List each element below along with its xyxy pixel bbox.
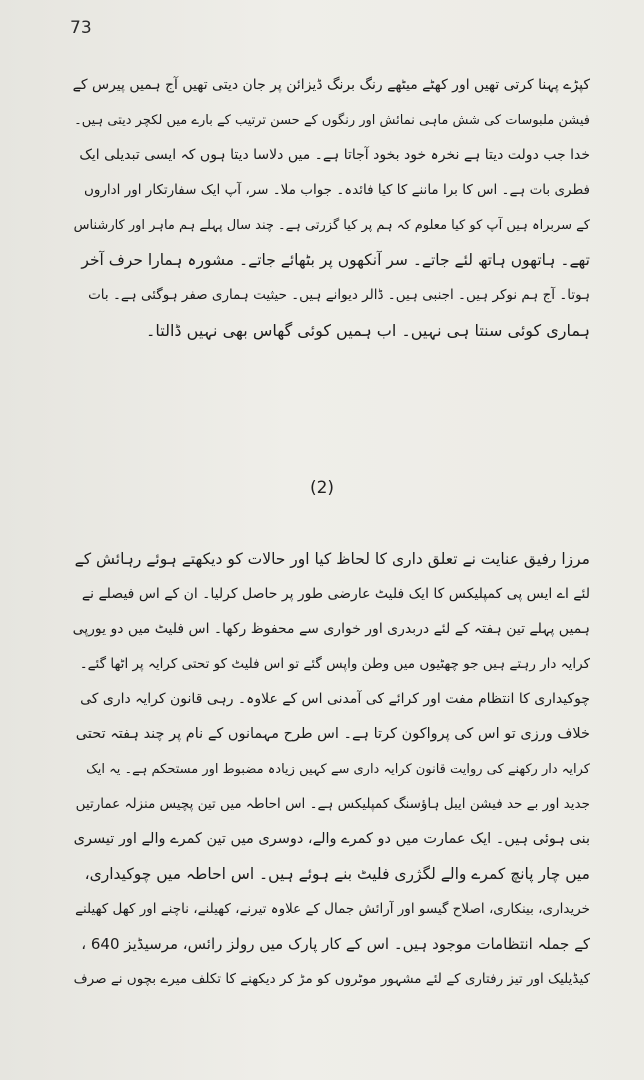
- paragraph-1-line: ہوتا۔ آج ہم نوکر ہیں۔ اجنبی ہیں۔ ڈالر دیوانے ہیں۔ حیثیت ہماری صفر ہوگئی ہے۔ بات: [88, 287, 590, 303]
- paragraph-2-line: خریداری، بینکاری، اصلاح گیسو اور آرائش جمال کے علاوہ تیرنے، کھیلنے، ناچنے اور کھل کھیلنے: [75, 901, 590, 917]
- paragraph-2-line: بنی ہوئی ہیں۔ ایک عمارت میں دو کمرے والے، دوسری میں تین کمرے والے اور تیسری: [73, 831, 590, 847]
- paragraph-1-line: فطری بات ہے۔ اس کا برا ماننے کا کیا فائدہ۔ جواب ملا۔ سر، آپ ایک سفارتکار اور اداروں: [83, 182, 590, 198]
- page-number: 73: [70, 18, 92, 38]
- paragraph-2-line: کرایہ دار رکھنے کی روایت قانون کرایہ داری سے کہیں زیادہ مضبوط اور مستحکم ہے۔ یہ ایک: [86, 762, 590, 777]
- paragraph-2-line: کیڈیلیک اور تیز رفتاری کے لئے مشہور موٹروں کو مڑ کر دیکھنے کا تکلف میرے بچوں نے صرف: [73, 971, 590, 987]
- paragraph-2: [70, 542, 590, 997]
- paragraph-2-line: ہمیں پہلے تین ہفتہ کے لئے دربدری اور خواری سے محفوظ رکھا۔ اس فلیٹ میں دو یورپی: [72, 621, 590, 637]
- paragraph-2-line: چوکیداری کا انتظام مفت اور کرائے کی آمدنی اس کے علاوہ۔ رہی قانون کرایہ داری کی: [80, 691, 590, 707]
- paragraph-1-line: فیشن ملبوسات کی شش ماہی نمائش اور رنگوں کے حسن ترتیب کے بارے میں لکچر دیتی ہیں۔: [74, 113, 590, 128]
- paragraph-1-line: کپڑے پہنا کرتی تھیں اور کھٹے میٹھے رنگ برنگ ڈیزائن پر جان دیتی تھیں آج ہمیں پیرس کے: [72, 77, 590, 93]
- paragraph-2-line: لئے اے ایس پی کمپلیکس کا ایک فلیٹ عارضی طور پر حاصل کرلیا۔ ان کے اس فیصلے نے: [81, 586, 590, 602]
- section-heading: (2): [309, 478, 335, 498]
- paragraph-1-line: تھے۔ ہاتھوں ہاتھ لئے جاتے۔ سر آنکھوں پر بٹھائے جاتے۔ مشورہ ہمارا حرف آخر: [81, 251, 590, 269]
- paragraph-2-line: جدید اور بے حد فیشن ایبل ہاؤسنگ کمپلیکس ہے۔ اس احاطہ میں تین پچیس منزلہ عمارتیں: [75, 796, 590, 812]
- paragraph-2-line: میں چار پانچ کمرے والے لگژری فلیٹ بنے ہوئے ہیں۔ اس احاطہ میں چوکیداری،: [84, 865, 590, 883]
- paragraph-1-line: کے سربراہ ہیں آپ کو کیا معلوم کہ ہم پر کیا گزرتی ہے۔ چند سال پہلے ہم ماہر اور کارشناس: [73, 218, 590, 233]
- paragraph-1-line: خدا جب دولت دیتا ہے نخرہ خود بخود آجاتا ہے۔ میں دلاسا دیتا ہوں کہ ایسی تبدیلی ایک: [79, 147, 590, 163]
- paragraph-1: [70, 68, 590, 348]
- paragraph-2-line: کے جملہ انتظامات موجود ہیں۔ اس کے کار پارک میں رولز رائس، مرسیڈیز 640 ،: [81, 935, 590, 953]
- paragraph-2-line: مرزا رفیق عنایت نے تعلق داری کا لحاظ کیا اور حالات کو دیکھتے ہوئے رہائش کے: [74, 550, 590, 568]
- paragraph-1-line: ہماری کوئی سنتا ہی نہیں۔ اب ہمیں کوئی گھاس بھی نہیں ڈالتا۔: [146, 321, 590, 340]
- paragraph-2-line: خلاف ورزی تو اس کی پرواکون کرتا ہے۔ اس طرح مہمانوں کے نام پر چند ہفتہ تحتی: [75, 726, 590, 742]
- paragraph-2-line: کرایہ دار رہتے ہیں جو چھٹیوں میں وطن واپس گئے تو اس فلیٹ کو تحتی کرایہ پر اٹھا گئے۔: [79, 656, 590, 672]
